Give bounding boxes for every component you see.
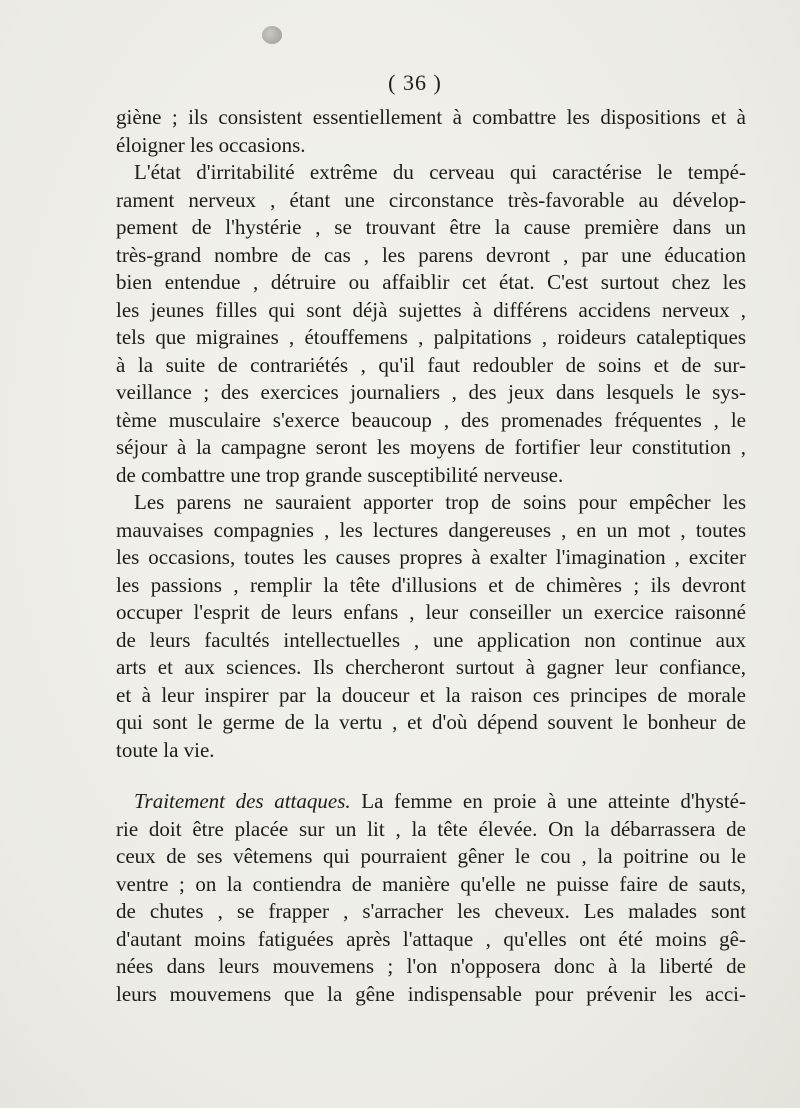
- text-line: ventre ; on la contiendra de manière qu'elle ne puisse faire de sauts,: [116, 871, 746, 896]
- text-line: veillance ; des exercices journaliers , des jeux dans lesquels le sys-: [116, 380, 746, 404]
- text-line: de chutes , se frapper , s'arracher les cheveux. Les malades sont: [116, 899, 746, 923]
- text-line: rament nerveux , étant une circonstance très-favorable au dévelop-: [116, 187, 746, 212]
- text-line: pement de l'hystérie , se trouvant être la cause première dans un: [116, 215, 746, 239]
- text-line: tels que migraines , étouffemens , palpitations , roideurs cataleptiques: [116, 325, 746, 349]
- text-line: leurs mouvemens que la gêne indispensable pour prévenir les acci-: [116, 981, 746, 1006]
- text-line: les occasions, toutes les causes propres à exalter l'imagination , exciter: [116, 545, 746, 569]
- text-line: éloigner les occasions.: [116, 132, 306, 157]
- text-line: qui sont le germe de la vertu , et d'où dépend souvent le bonheur de: [116, 710, 746, 734]
- text-line: de combattre une trop grande susceptibilité nerveuse.: [116, 462, 564, 487]
- text-line: [116, 788, 746, 816]
- text-line: arts et aux sciences. Ils chercheront surtout à gagner leur confiance,: [116, 655, 746, 679]
- text-line: bien entendue , détruire ou affaiblir cet état. C'est surtout chez les: [116, 270, 746, 294]
- page-body: [116, 104, 746, 1008]
- text-line: séjour à la campagne seront les moyens de fortifier leur constitution ,: [116, 435, 746, 459]
- text-line: mauvaises compagnies , les lectures dangereuses , en un mot , toutes: [116, 517, 746, 542]
- text-line: les jeunes filles qui sont déjà sujettes à différens accidens nerveux ,: [116, 297, 746, 322]
- text-line: ceux de ses vêtemens qui pourraient gêner le cou , la poitrine ou le: [116, 844, 746, 868]
- text-span: La femme en proie à une atteinte d'hysté-: [350, 789, 746, 813]
- text-line: les passions , remplir la tête d'illusions et de chimères ; ils devront: [116, 572, 746, 597]
- text-line: très-grand nombre de cas , les parens devront , par une éducation: [116, 242, 746, 267]
- text-line: et à leur inspirer par la douceur et la raison ces principes de morale: [116, 682, 746, 707]
- text-line: occuper l'esprit de leurs enfans , leur conseiller un exercice raisonné: [116, 600, 746, 624]
- section-heading: Traitement des attaques.: [134, 789, 351, 813]
- text-line: rie doit être placée sur un lit , la tête élevée. On la débarrassera de: [116, 816, 746, 841]
- text-line: L'état d'irritabilité extrême du cerveau qui caractérise le tempé-: [134, 160, 746, 184]
- text-line: d'autant moins fatiguées après l'attaque , qu'elles ont été moins gê-: [116, 926, 746, 951]
- text-line: de leurs facultés intellectuelles , une application non continue aux: [116, 627, 746, 652]
- text-line: tème musculaire s'exerce beaucoup , des promenades fréquentes , le: [116, 407, 746, 432]
- text-line: toute la vie.: [116, 737, 215, 762]
- page-hole-mark: [262, 26, 282, 44]
- text-line: Les parens ne sauraient apporter trop de soins pour empêcher les: [134, 490, 746, 514]
- text-line: à la suite de contrariétés , qu'il faut redoubler de soins et de sur-: [116, 352, 746, 377]
- text-line: giène ; ils consistent essentiellement à combattre les dispositions et à: [116, 105, 746, 129]
- page-number: ( 36 ): [388, 70, 442, 95]
- text-line: nées dans leurs mouvemens ; l'on n'opposera donc à la liberté de: [116, 954, 746, 978]
